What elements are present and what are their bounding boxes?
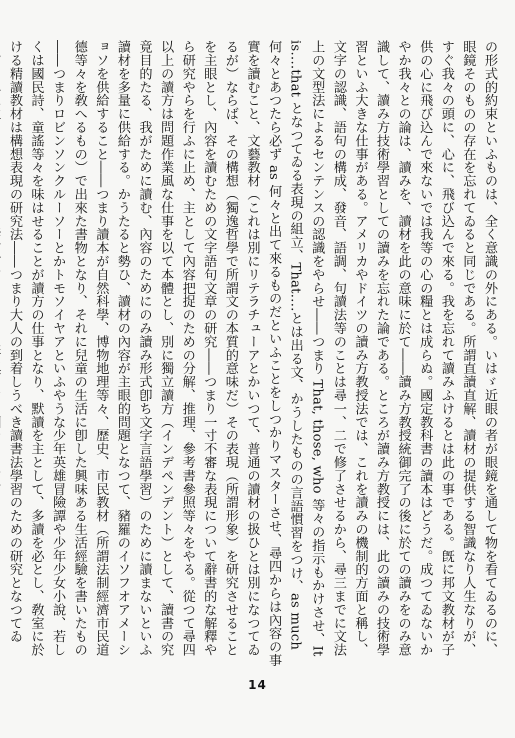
vertical-body-text [6,40,500,668]
page-number: 14 [248,678,267,692]
body-paragraph: の形式的約束といふものは、全く意識の外にある。いはゞ近眼の者が眼鏡を通して物を看てゐるのに、眼鏡そのものの存在を忘れてゐると同じである。所謂直讀直解、讀材の提供する智識なり人生なりが、すぐ我々の頭に、心に、飛び込んで來る。我を忘れて讀みふけるとは此の事である。旣に邦文教材が子供の心に飛び込んで來ないでは我等の心の糧とは成らぬ。國定教科書の讀本はどうだ。成つてゐないかやか我々との論は、讀みを、讀材を此の意味に於て――讀み方教授統御完了の後に於ての讀みをのみ意識して、讀み方技術學習としての讀みを忘れた論である。ところが讀み方教授には、此の讀みの技術學習といふ大きな仕事がある。アメリカやドイツの讀み方教授法では、これを讀みの機制的方面と稱し、文字の認識、語句の構成、發音、語調、句讀法等のことは尋一、二で修了させるから、尋三までに文法上の文型法によるセンテンスの認識をやらせ――つまり That, those, who 等々の指示もかけさせ、It is‥‥that となつてゐる表現の組立、That‥‥とは出る文、かうしたものの言語慣習をつけ、as much 何々とあつたら必ず as 何々と出て來るものだといふことをしつかりマスターさせ、尋四からは內容の事實を讀むこと、文藝教材（これは別にリテラチューアとかいつて、普通の讀材の扱ひとは別になつてゐるが）ならば、その構想（獨逸哲學で所謂文の本質的意味だ）その表現（所謂形象）を研究させることを主眼とし、內容を讀むための文字語句文章の研究――つまり一寸不審な表現について辭書的な解釋やら研究やらを行ふに止め、主として內容把捉のための分解、推理、參考書參照等々をやる。從つて尋四以上の讀方は問題作業風な仕事を以て本體とし、別に獨立讀方（インデペンデント）として、讀書の究竟目的たる、我がために讀む、內容のためにのみ讀み形式卽ち文字言語學習）のために讀まないといふ讀材を多量に供給する。かうたると勢ひ、讀材の內容が主眼的問題となつて、豬羅のイソフオアメーショソを供給すること――つまり讀本が自然科學、博物地理等々、歷史、市民教材（所謂法制經濟市民道德等々を敎へるもの）で出來た書物となり、それに兒童の生活に卽した興味ある生活經驗を書いたもの――つまりロビンソンクルーソーとかトモソイヤアといふやうな少年英雄冒險譚や少年少女小說、若しくは國民詩、童謠等々を味はせることが讀方の仕事となり、默讀を主として、多讀を必とし、敎室に於ける精讀教材は構想表現の研究法――つまり大人の到着しうべき讀書法學習のための研究となつてゐ [6,40,497,667]
